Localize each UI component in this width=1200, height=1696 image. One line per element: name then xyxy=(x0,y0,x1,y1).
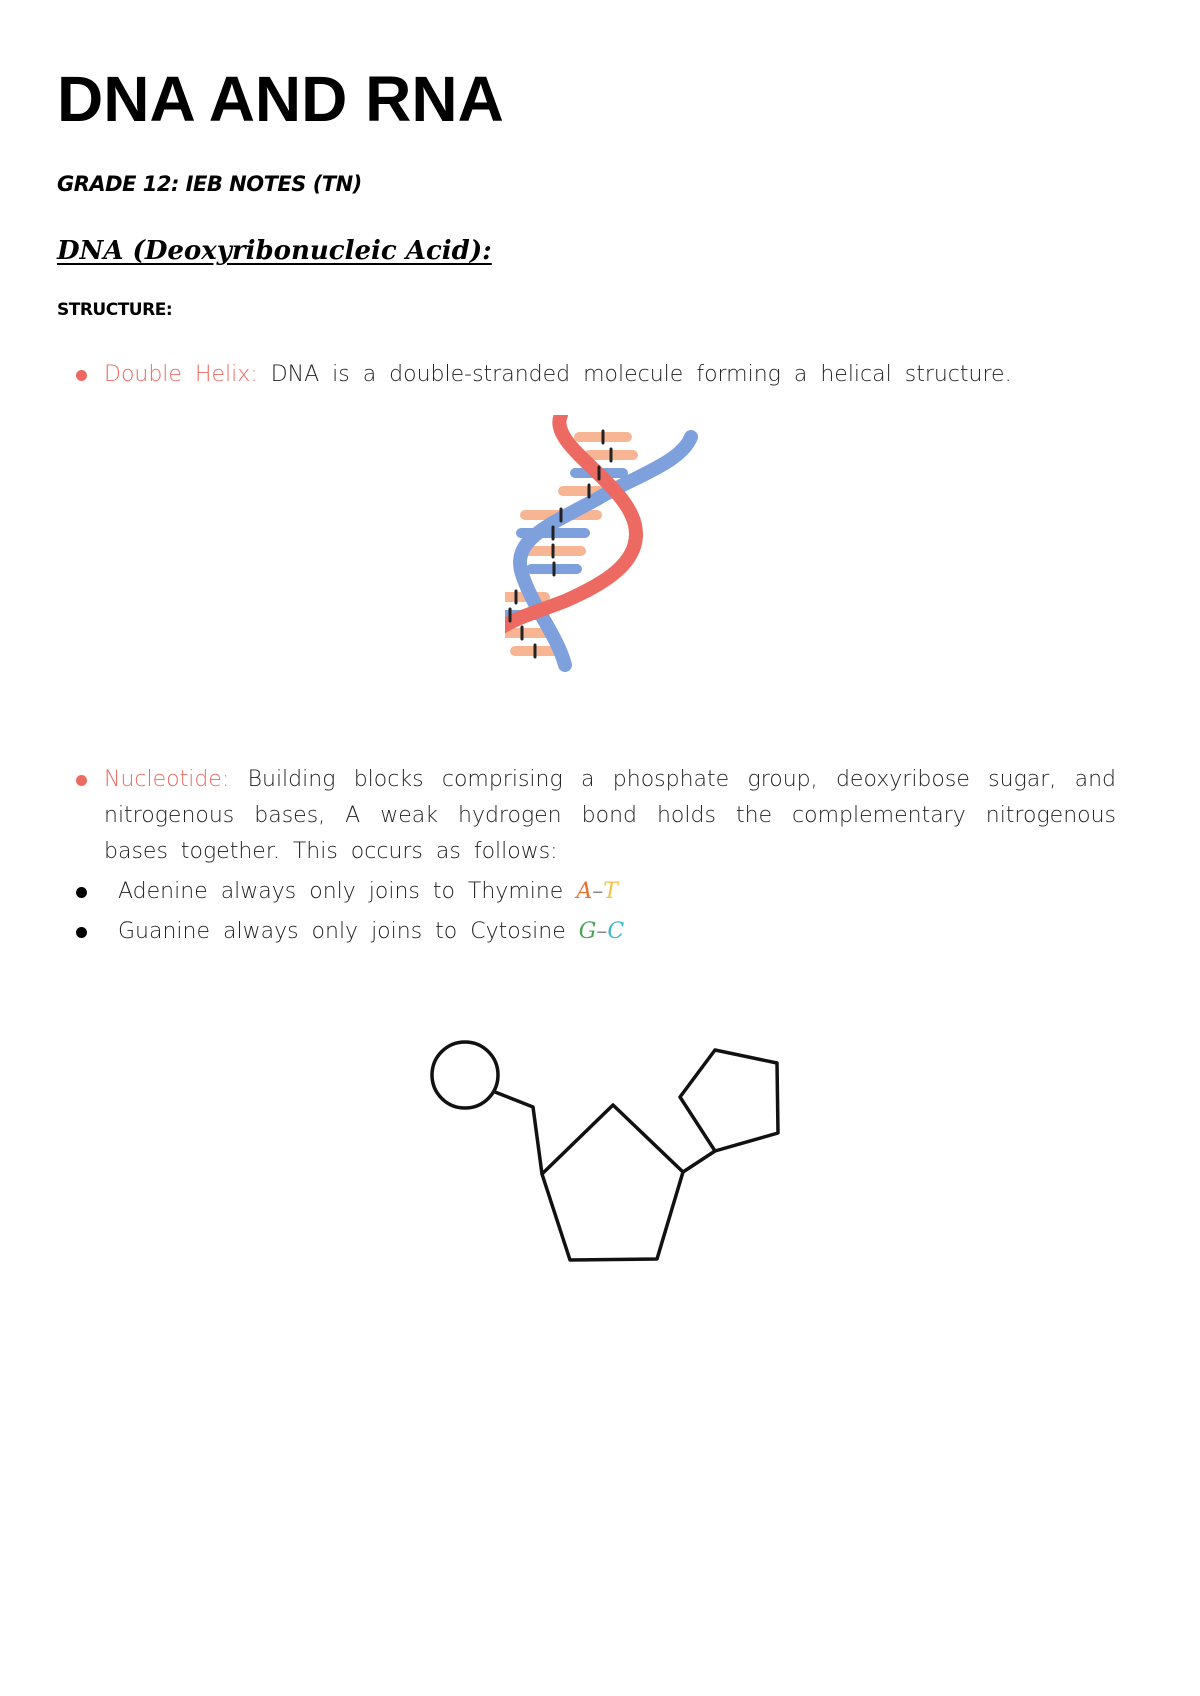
pair-dash: – xyxy=(592,879,604,904)
page-title: DNA AND RNA xyxy=(57,63,504,135)
dna-helix-illustration xyxy=(505,415,705,675)
base-t: T xyxy=(603,879,618,904)
pair-dash: – xyxy=(596,919,608,944)
base-a: A xyxy=(576,879,593,904)
bullet-adenine-thymine xyxy=(76,874,618,910)
bullet-text xyxy=(76,874,618,910)
base-g: G xyxy=(578,919,597,944)
term-nucleotide: Nucleotide: xyxy=(104,767,230,792)
nucleotide-diagram xyxy=(425,1035,795,1275)
structure-label: STRUCTURE: xyxy=(57,300,173,320)
bullet-text xyxy=(76,914,624,950)
bullet-dot xyxy=(76,887,87,898)
bullet-nucleotide xyxy=(76,762,1116,870)
base-c: C xyxy=(607,919,625,944)
bullet-guanine-cytosine xyxy=(76,914,624,950)
bullet-dot xyxy=(76,775,87,786)
phosphate-group-circle xyxy=(432,1042,498,1108)
nucleotide-description: Building blocks comprising a phosphate group, deoxyribose sugar, and nitrogenous bases, A weak hydrogen bond holds the complementary nitrogenous bases together. This occurs as follows: xyxy=(104,767,1117,864)
phosphate-sugar-bond xyxy=(495,1092,542,1174)
sugar-base-bond xyxy=(683,1151,715,1172)
bullet-text xyxy=(76,762,1116,870)
subtitle: GRADE 12: IEB NOTES (TN) xyxy=(57,172,362,196)
bullet-text xyxy=(76,357,1012,393)
section-heading-dna: DNA (Deoxyribonucleic Acid): xyxy=(57,236,492,266)
base-pair-g-c xyxy=(579,919,624,944)
term-double-helix: Double Helix: xyxy=(104,362,258,387)
double-helix-description: DNA is a double-stranded molecule forming a helical structure. xyxy=(270,362,1012,387)
deoxyribose-sugar-pentagon xyxy=(542,1105,683,1260)
adenine-rule-text: Adenine always only joins to Thymine xyxy=(118,879,564,904)
base-pair-a-t xyxy=(576,879,618,904)
bullet-dot xyxy=(76,927,87,938)
bullet-double-helix xyxy=(76,357,1012,393)
bullet-dot xyxy=(76,370,87,381)
guanine-rule-text: Guanine always only joins to Cytosine xyxy=(118,919,566,944)
nitrogenous-base-pentagon xyxy=(680,1050,778,1151)
